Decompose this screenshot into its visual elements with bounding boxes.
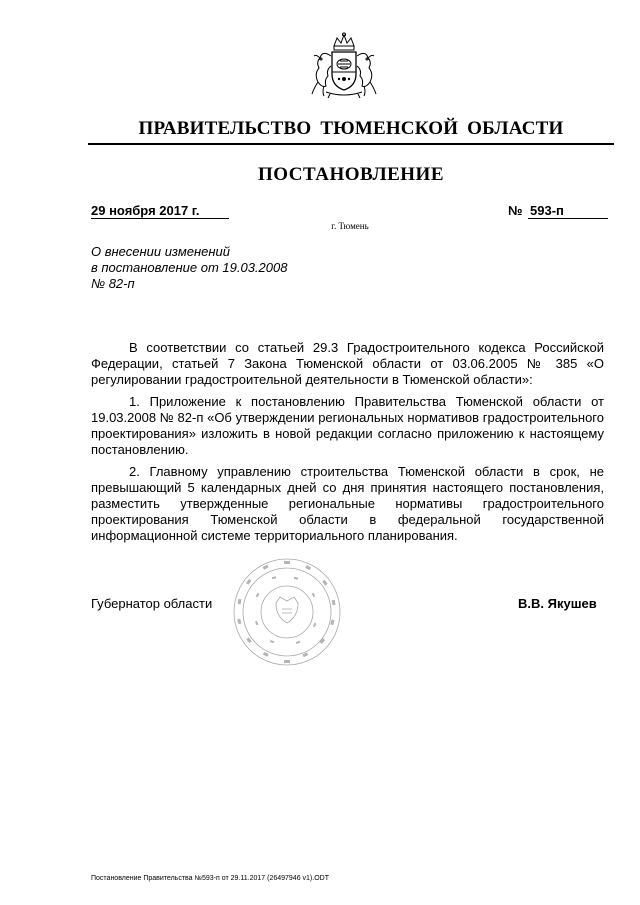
signatory-position: Губернатор области: [91, 596, 213, 611]
body-item-2: 2. Главному управлению строительства Тюменской области в срок, не превышающий 5 календарных дней со дня принятия настоящего постановления, разместить утвержденные региональные нормативы градостроительного проектирования Тюменской области в федеральной государственной информационной системе территориального планирования.: [91, 464, 604, 543]
document-date: 29 ноября 2017 г.: [91, 203, 200, 218]
document-type-title: ПОСТАНОВЛЕНИЕ: [257, 164, 445, 185]
footer-file-reference: Постановление Правительства №593-п от 29.11.2017 (26497946 v1).ODT: [91, 875, 329, 882]
number-sign: №: [508, 203, 523, 218]
document-subject: [91, 244, 391, 292]
government-title: ПРАВИТЕЛЬСТВО ТЮМЕНСКОЙ ОБЛАСТИ: [138, 118, 564, 139]
subject-line: О внесении изменений: [91, 244, 230, 259]
number-underline: [528, 218, 608, 219]
document-body: [91, 340, 604, 550]
signatory-name: В.В. Якушев: [518, 596, 597, 611]
subject-line: № 82-п: [91, 276, 135, 291]
body-item-1: 1. Приложение к постановлению Правительства Тюменской области от 19.03.2008 № 82-п «Об утверждении региональных нормативов градостроительного проектирования» изложить в новой редакции согласно приложению к настоящему постановлению.: [91, 394, 604, 457]
document-number: 593-п: [530, 203, 564, 218]
tyumen-coat-of-arms-icon: [304, 32, 384, 100]
header-divider: [88, 143, 614, 145]
official-seal-stamp-icon: [232, 557, 342, 667]
date-underline: [91, 218, 229, 219]
subject-line: в постановление от 19.03.2008: [91, 260, 288, 275]
city-label: г. Тюмень: [331, 221, 369, 231]
body-preamble: В соответствии со статьей 29.3 Градостроительного кодекса Российской Федерации, статьей 7 Закона Тюменской области от 03.06.2005 № 385 «О регулировании градостроительной деятельности в Тюменской области»:: [91, 340, 604, 387]
